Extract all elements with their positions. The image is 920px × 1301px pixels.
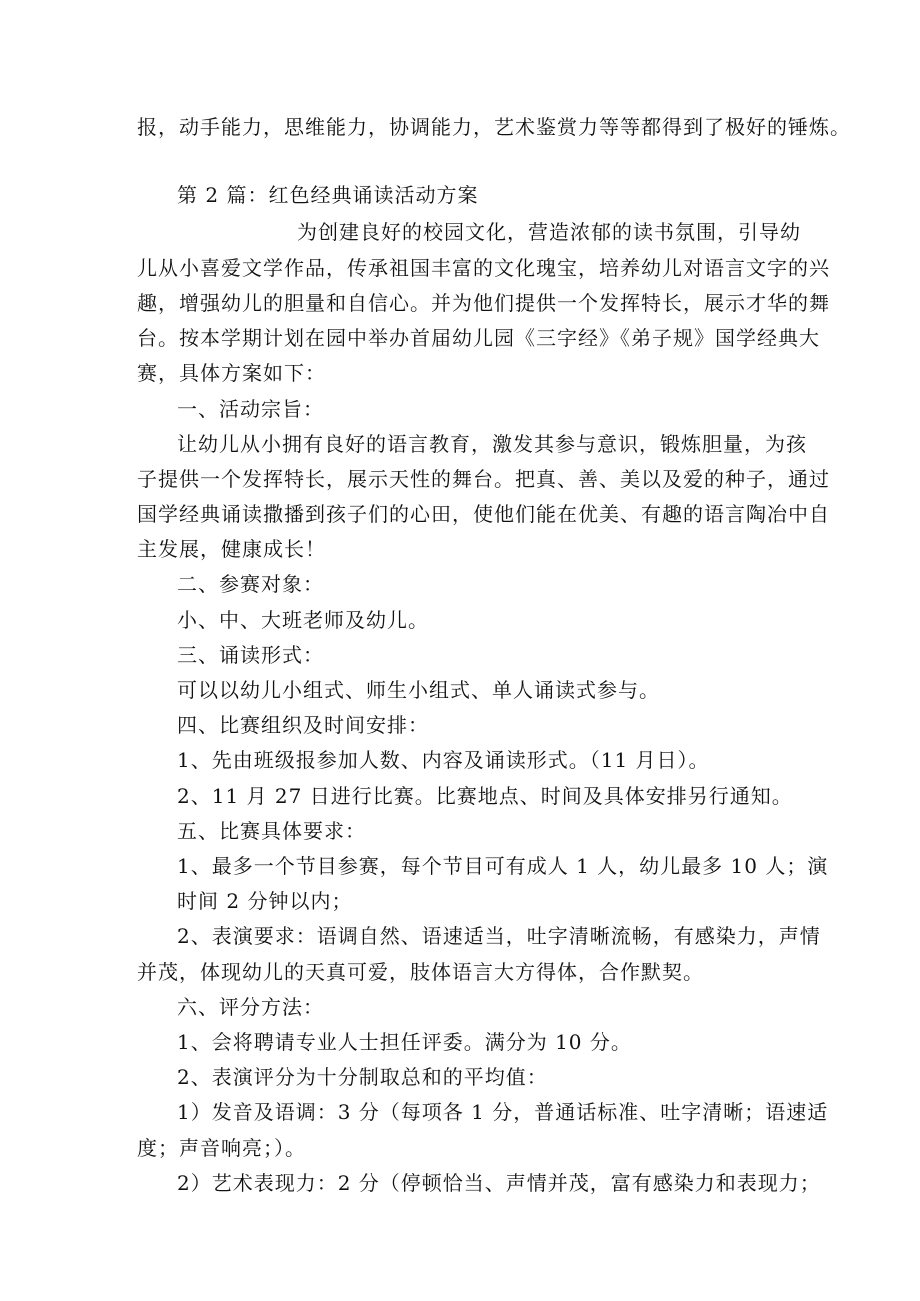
text-line: 可以以幼儿小组式、师生小组式、单人诵读式参与。	[177, 678, 660, 702]
subheading: 一、活动宗旨：	[177, 397, 324, 421]
subheading: 三、诵读形式：	[177, 643, 324, 667]
text-line: 时间 2 分钟以内；	[177, 889, 353, 913]
text-line: 儿从小喜爱文学作品，传承祖国丰富的文化瑰宝，培养幼儿对语言文字的兴	[137, 256, 830, 280]
subheading: 六、评分方法：	[177, 995, 324, 1019]
text-line: 度；声音响亮；）。	[137, 1136, 306, 1160]
text-line: 2、表演要求：语调自然、语速适当，吐字清晰流畅，有感染力，声情	[177, 924, 821, 948]
text-line: 1）发音及语调：3 分（每项各 1 分，普通话标准、吐字清晰；语速适	[177, 1100, 829, 1124]
text-line: 为创建良好的校园文化，营造浓郁的读书氛围，引导幼	[297, 220, 801, 244]
text-line: 台。按本学期计划在园中举办首届幼儿园《三字经》《弟子规》国学经典大	[137, 326, 820, 350]
text-line: 赛，具体方案如下：	[137, 361, 326, 385]
text-line: 2）艺术表现力：2 分（停顿恰当、声情并茂，富有感染力和表现力；	[177, 1171, 821, 1195]
subheading: 四、比赛组织及时间安排：	[177, 713, 429, 737]
text-line: 2、表演评分为十分制取总和的平均值：	[177, 1065, 548, 1089]
subheading: 二、参赛对象：	[177, 572, 324, 596]
text-line: 让幼儿从小拥有良好的语言教育，激发其参与意识，锻炼胆量，为孩	[177, 432, 807, 456]
text-line: 趣，增强幼儿的胆量和自信心。并为他们提供一个发挥特长，展示才华的舞	[137, 291, 830, 315]
text-line: 国学经典诵读撒播到孩子们的心田，使他们能在优美、有趣的语言陶冶中自	[137, 502, 830, 526]
text-line: 子提供一个发挥特长，展示天性的舞台。把真、善、美以及爱的种子，通过	[137, 467, 830, 491]
text-line: 1、会将聘请专业人士担任评委。满分为 10 分。	[177, 1030, 632, 1054]
text-line: 报，动手能力，思维能力，协调能力，艺术鉴赏力等等都得到了极好的锤炼。	[137, 115, 851, 139]
section-heading: 第 2 篇：红色经典诵读活动方案	[177, 183, 479, 207]
text-line: 1、先由班级报参加人数、内容及诵读形式。（11 月日）。	[177, 748, 710, 772]
text-line: 小、中、大班老师及幼儿。	[177, 608, 429, 632]
text-line: 并茂，体现幼儿的天真可爱，肢体语言大方得体，合作默契。	[137, 960, 704, 984]
text-line: 1、最多一个节目参赛，每个节目可有成人 1 人，幼儿最多 10 人；演	[177, 854, 829, 878]
subheading: 五、比赛具体要求：	[177, 819, 366, 843]
text-line: 2、11 月 27 日进行比赛。比赛地点、时间及具体安排另行通知。	[177, 784, 793, 808]
text-line: 主发展，健康成长！	[137, 537, 326, 561]
